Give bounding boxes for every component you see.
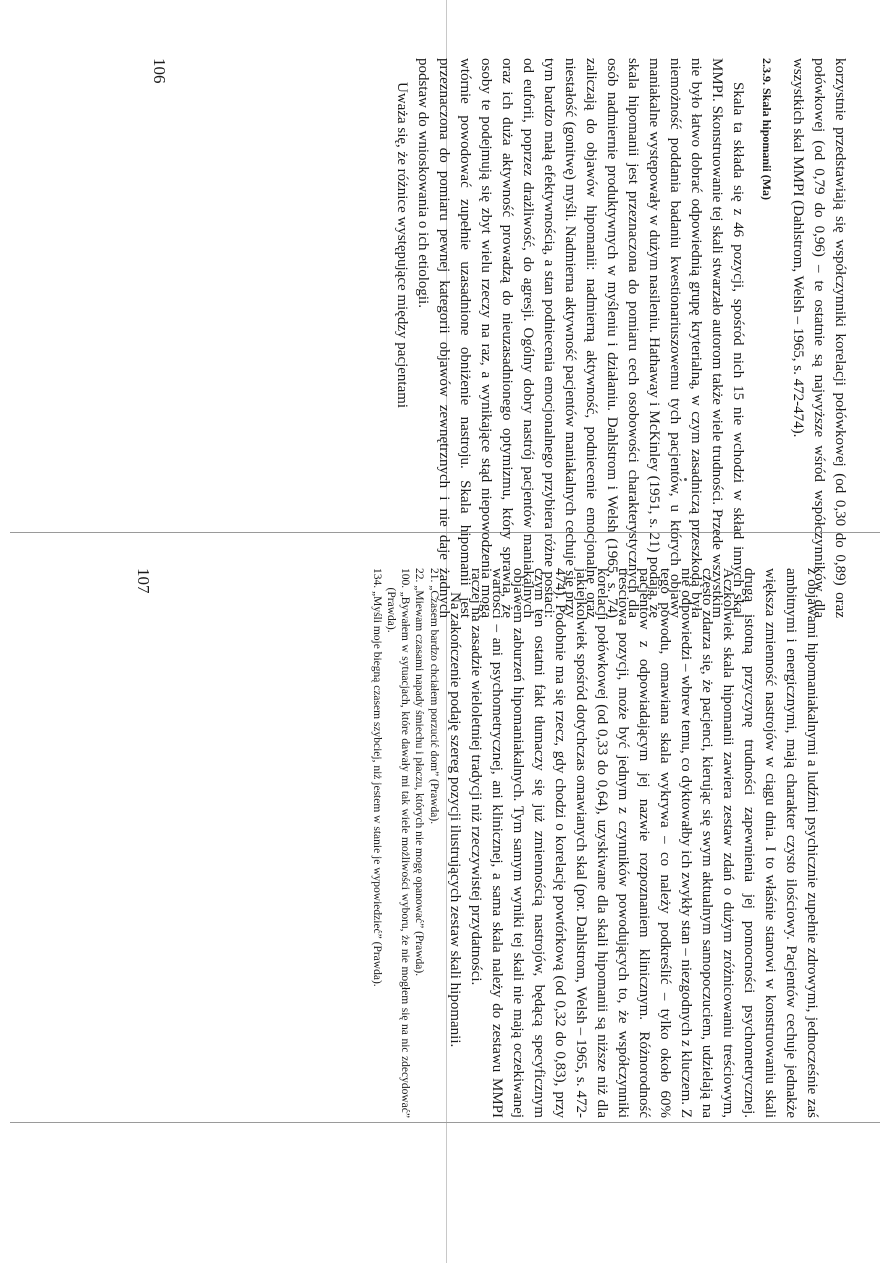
right-paragraph-2: Na zakończenie podaję szereg pozycji ilustrujących zestaw skali hipomanii. bbox=[447, 592, 463, 1048]
left-paragraph-2: Uważa się, że różnice występujące między pacjentami bbox=[394, 82, 410, 409]
page-number-left: 106 bbox=[150, 58, 169, 84]
gutter-line-bottom bbox=[10, 1122, 880, 1123]
list-item: 21. „Czasem bardzo chciałem porzucić dom” (Prawda). bbox=[428, 568, 440, 825]
list-item: 134. „Myśli moje biegną czasem szybciej, niż jestem w stanie je wypowiedzieć” (Prawda). bbox=[371, 568, 383, 987]
page-107 bbox=[132, 568, 822, 1118]
list-item: 100. „Bywałem w sytuacjach, które dawały mi tak wiele możliwości wyboru, że nie mogłem się na nic zdecydować” (Prawda). bbox=[385, 568, 411, 1118]
page-106 bbox=[130, 58, 850, 618]
page-number-right: 107 bbox=[134, 568, 153, 594]
list-item: 22. „Miewam czasami napady śmiechu i płaczu, których nie mogę opanować” (Prawda). bbox=[413, 568, 426, 977]
left-page-top-text: korzystnie przedstawiają się współczynniki korelacji połówkowej (od 0,30 do 0,89) oraz połówkowej (od 0,79 do 0,96) – te ostatnie są najwyższe wśród współczynników dla wszystkich skal MMPI (Dahlstrom, Welsh – 1965, s. 472-474). bbox=[790, 58, 848, 618]
section-heading: 2.3.9. Skala hipomanii (Ma) bbox=[760, 58, 774, 201]
right-paragraph-1: z objawami hipomaniakalnymi a ludźmi psychicznie zupełnie zdrowymi, jednocześnie zaś ambitnymi i energicznymi, mają charakter czysto ilościowy. Pacjentów cechuje jednakże większa zmienność nastrojów w ciągu dnia. I to właśnie stanowi w konstruowaniu skali drugą istotną przyczynę trudności zapewnienia jej pomocności psychometrycznej. Aczkolwiek skala hipomanii zawiera zestaw zdań o dużym zróżnicowaniu treściowym, często zdarza się, że pacjenci, kierując się swym aktualnym samopoczuciem, udzielają na nie odpowiedzi – wbrew temu, co dyktowałby ich zwykły stan – niezgodnych z kluczem. Z tego powodu, omawiana skala wykrywa – co należy podkreślić – tylko około 60% pacjentów z odpowiadającym jej nazwie rozpoznaniem klinicznym. Różnorodność treściowa pozycji, może być jednym z czynników powodujących to, że współczynniki korelacji połówkowej (od 0,33 do 0,64), uzyskiwane dla skali hipomanii są niższe niż dla jakiejkolwiek spośród dotychczas omawianych skal (por. Dahlstrom, Welsh – 1965, s. 472-474). Podobnie ma się rzecz, gdy chodzi o korelację powtórkową (od 0,32 do 0,83), przy czym ten ostatni fakt tłumaczy się już zmiennością nastrojów, będącą specyficznym objawem zaburzeń hipomaniakalnych. Tym samym wyniki tej skali nie mają oczekiwanej wartości – ani psychometrycznej, ani klinicznej, a sama skala należy do zestawu MMPI raczej na zasadzie wieloletniej tradycji niż rzeczywistej przydatności. bbox=[468, 568, 820, 1118]
item-list bbox=[370, 568, 441, 1118]
left-paragraph-1: Skala ta składa się z 46 pozycji, spośród nich 15 nie wchodzi w skład innych skal MMPI. Skonstruowanie tej skali stwarzało autorom także wiele trudności. Przede wszystkim nie było łatwo dobrać odpowiednią grupę kryterialną, w czym zasadniczą przeszkodą była niemożność poddania badaniu kwestionariuszowemu tych pacjentów, u których objawy maniakalne występowały w dużym nasileniu. Hathaway i McKinley (1951, s. 21) podają, że skala hipomanii jest przeznaczona do pomiaru cech osobowości charakterystycznych dla osób nadmiernie produktywnych w myśleniu i działaniu. Dahlstrom i Welsh (1965, s. 74) zaliczają do objawów hipomanii: nadmierną aktywność, podniecenie emocjonalne oraz niestałość (gonitwę) myśli. Nadmierna aktywność pacjentów maniakalnych cechuje się przy tym bardzo małą efektywnością, a stan podniecenia emocjonalnego przybiera różne postaci: od euforii, poprzez drażliwość, do agresji. Ogólny dobry nastrój pacjentów maniakalnych oraz ich duża aktywność prowadzą do nieuzasadnionego optymizmu, który sprawia, że osoby te podejmują się zbyt wielu rzeczy na raz, a wynikające stąd niepowodzenia mogą wtórnie powodować zupełnie uzasadnione obniżenie nastroju. Skala hipomanii jest przeznaczona do pomiaru pewnej kategorii objawów zewnętrznych i nie daje żadnych podstaw do wnioskowania o ich etiologii. bbox=[415, 58, 746, 618]
